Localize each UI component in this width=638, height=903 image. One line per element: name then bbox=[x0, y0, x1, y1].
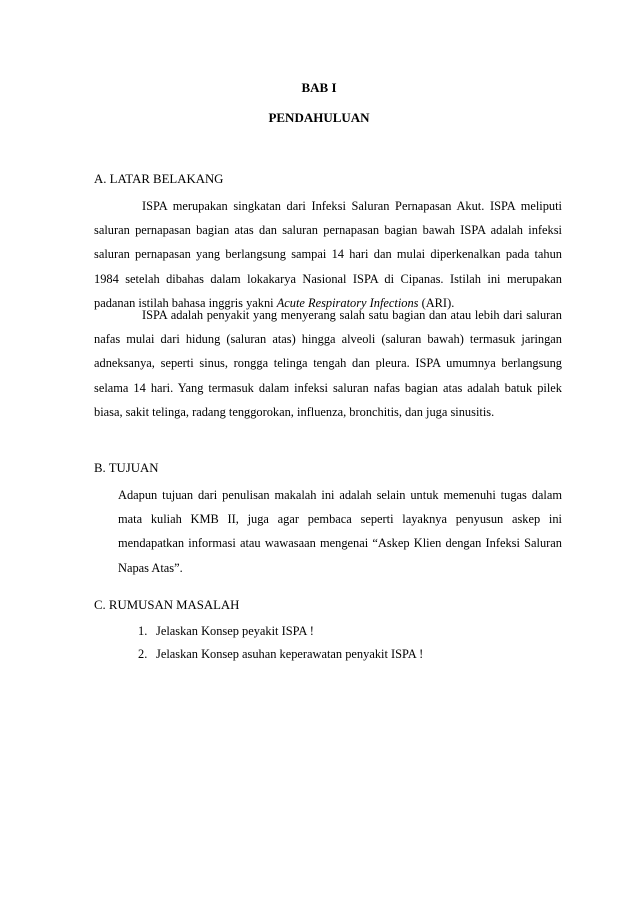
section-b-heading: B. TUJUAN bbox=[94, 461, 159, 475]
list-item-number: 1. bbox=[138, 624, 148, 638]
section-a-heading: A. LATAR BELAKANG bbox=[94, 172, 224, 186]
list-item-text: Jelaskan Konsep peyakit ISPA ! bbox=[156, 624, 314, 638]
list-item-number: 2. bbox=[138, 647, 148, 661]
list-item-text: Jelaskan Konsep asuhan keperawatan penyakit ISPA ! bbox=[156, 647, 424, 661]
problem-list bbox=[138, 620, 423, 666]
section-a-paragraph-1 bbox=[94, 194, 562, 315]
section-a-paragraph-2: ISPA adalah penyakit yang menyerang salah satu bagian dan atau lebih dari saluran nafas mulai dari hidung (saluran atas) hingga alveoli (saluran bawah) termasuk jaringan adneksanya, seperti sinus, rongga telinga tengah dan pleura. ISPA umumnya berlangsung selama 14 hari. Yang termasuk dalam infeksi saluran nafas bagian atas adalah batuk pilek biasa, sakit telinga, radang tenggorokan, influenza, bronchitis, dan juga sinusitis. bbox=[94, 308, 562, 419]
section-a-p1-italic-term: Acute Respiratory Infections bbox=[276, 295, 419, 310]
list-item bbox=[138, 643, 423, 666]
list-item bbox=[138, 620, 423, 643]
chapter-number: BAB I bbox=[301, 80, 337, 95]
section-b-paragraph: Adapun tujuan dari penulisan makalah ini adalah selain untuk memenuhi tugas dalam mata kuliah KMB II, juga agar pembaca seperti layaknya penyusun askep ini mendapatkan informasi atau wawasaan mengenai “Askep Klien dengan Infeksi Saluran Napas Atas”. bbox=[118, 488, 562, 575]
chapter-title: PENDAHULUAN bbox=[268, 110, 370, 125]
section-a-p1-text: ISPA merupakan singkatan dari Infeksi Saluran Pernapasan Akut. ISPA meliputi saluran pernapasan bagian atas dan saluran pernapasan bagian bawah ISPA adalah infeksi saluran pernapasan yang berlangsung sampai 14 hari dan mulai diperkenalkan pada tahun 1984 setelah dibahas dalam lokakarya Nasional ISPA di Cipanas. Istilah ini merupakan padanan istilah bahasa inggris yakni bbox=[94, 199, 562, 310]
section-c-heading: C. RUMUSAN MASALAH bbox=[94, 598, 240, 612]
section-a-p1-tail: (ARI). bbox=[418, 295, 455, 310]
